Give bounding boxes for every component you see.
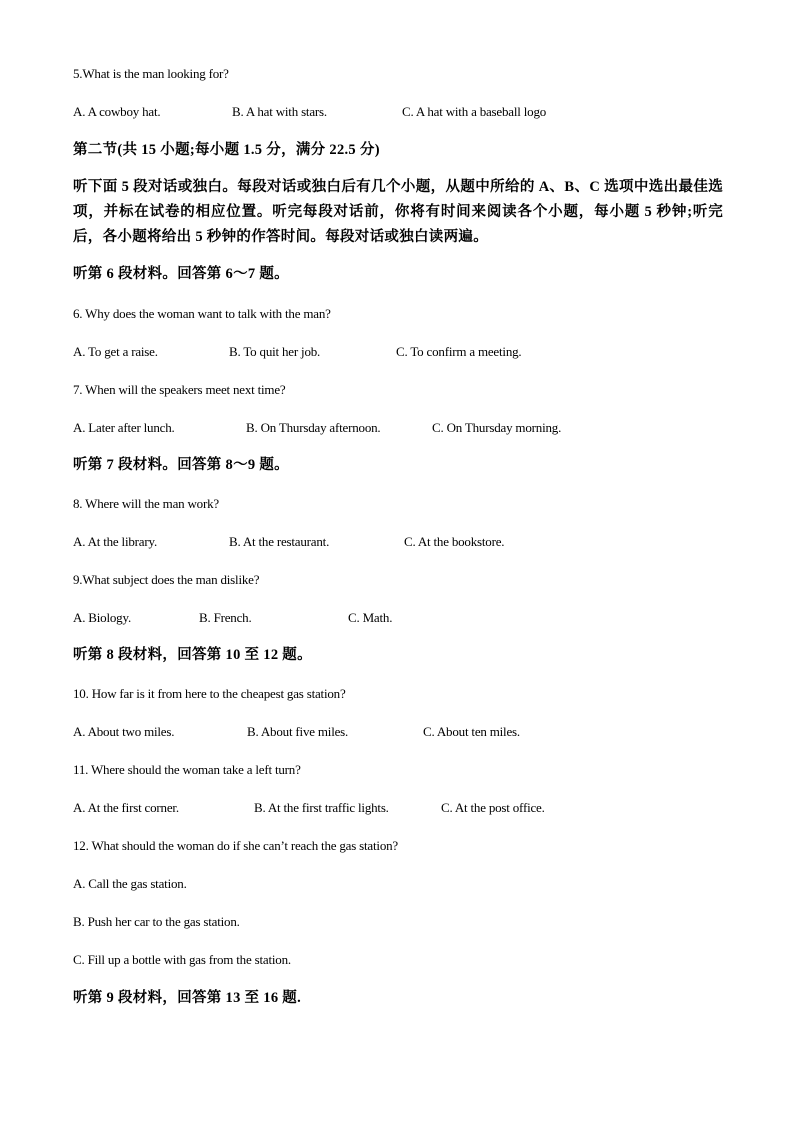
question-8-stem: 8. Where will the man work?	[73, 496, 219, 511]
question-12-stem: 12. What should the woman do if she can’t reach the gas station?	[73, 838, 398, 853]
question-5-option-c: C. A hat with a baseball logo	[402, 104, 547, 119]
question-10-option-c: C. About ten miles.	[423, 724, 520, 739]
question-5-option-a: A. A cowboy hat.	[73, 104, 161, 119]
question-10-stem: 10. How far is it from here to the cheapest gas station?	[73, 686, 346, 701]
question-5-option-b: B. A hat with stars.	[232, 104, 327, 119]
material-7-heading: 听第 7 段材料。回答第 8～9 题。	[73, 457, 289, 473]
question-11-option-a: A. At the first corner.	[73, 800, 179, 815]
question-7-option-b: B. On Thursday afternoon.	[246, 420, 381, 435]
question-7-option-a: A. Later after lunch.	[73, 420, 175, 435]
question-8-option-b: B. At the restaurant.	[229, 534, 330, 549]
question-11-option-b: B. At the first traffic lights.	[254, 800, 389, 815]
question-9-option-c: C. Math.	[348, 610, 393, 625]
question-5-stem: 5.What is the man looking for?	[73, 66, 229, 81]
question-7-option-c: C. On Thursday morning.	[432, 420, 562, 435]
question-12-option-b: B. Push her car to the gas station.	[73, 914, 240, 929]
question-9-stem: 9.What subject does the man dislike?	[73, 572, 260, 587]
question-11-stem: 11. Where should the woman take a left turn?	[73, 762, 301, 777]
question-6-option-b: B. To quit her job.	[229, 344, 321, 359]
material-9-heading: 听第 9 段材料，回答第 13 至 16 题.	[73, 990, 302, 1006]
material-6-heading: 听第 6 段材料。回答第 6～7 题。	[73, 266, 289, 282]
question-7-stem: 7. When will the speakers meet next time?	[73, 382, 286, 397]
question-6-option-c: C. To confirm a meeting.	[396, 344, 522, 359]
question-6-option-a: A. To get a raise.	[73, 344, 158, 359]
section-2-instructions: 听下面 5 段对话或独白。每段对话或独白后有几个小题，从题中所给的 A、B、C 选项中选出最佳选项，并标在试卷的相应位置。听完每段对话前，你将有时间来阅读各个小题，每小题 5 秒钟;听完后，各小题将给出 5 秒钟的作答时间。每段对话或独白读两遍。	[73, 179, 723, 245]
material-8-heading: 听第 8 段材料，回答第 10 至 12 题。	[73, 647, 312, 663]
question-8-option-a: A. At the library.	[73, 534, 158, 549]
question-10-option-b: B. About five miles.	[247, 724, 349, 739]
question-12-option-c: C. Fill up a bottle with gas from the station.	[73, 952, 291, 967]
question-12-option-a: A. Call the gas station.	[73, 876, 187, 891]
question-9-option-b: B. French.	[199, 610, 252, 625]
section-2-heading: 第二节(共 15 小题;每小题 1.5 分，满分 22.5 分)	[73, 142, 380, 158]
question-8-option-c: C. At the bookstore.	[404, 534, 505, 549]
question-6-stem: 6. Why does the woman want to talk with the man?	[73, 306, 331, 321]
question-10-option-a: A. About two miles.	[73, 724, 175, 739]
question-11-option-c: C. At the post office.	[441, 800, 545, 815]
question-9-option-a: A. Biology.	[73, 610, 131, 625]
